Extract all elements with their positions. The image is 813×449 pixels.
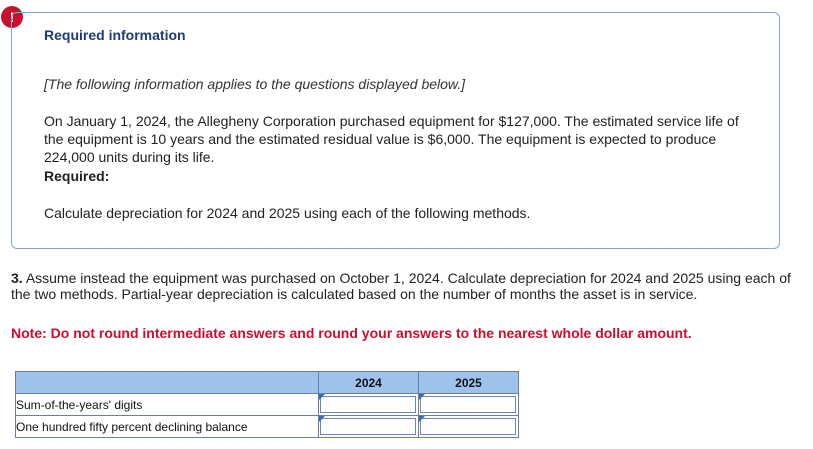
column-header-2025: 2025 <box>419 372 519 394</box>
db150-2024-cell <box>319 416 419 438</box>
table-row <box>16 394 519 416</box>
rounding-note: Note: Do not round intermediate answers and round your answers to the nearest whole dollar amount. <box>11 325 692 341</box>
info-note: [The following information applies to the questions displayed below.] <box>44 76 466 92</box>
input-flag-icon <box>419 416 425 422</box>
info-body: On January 1, 2024, the Allegheny Corporation purchased equipment for $127,000. The estimated service life of the equipment is 10 years and the estimated residual value is $6,000. The equipment is expected to produce 224,000 units during its life. <box>44 113 739 165</box>
question-body: Assume instead the equipment was purchased on October 1, 2024. Calculate depreciation for 2024 and 2025 using each of the two methods. Partial-year depreciation is calculated based on the number of months the asset is in service. <box>11 270 791 302</box>
row-label-syd: Sum-of-the-years' digits <box>16 394 319 416</box>
info-instruction: Calculate depreciation for 2024 and 2025 using each of the following methods. <box>44 205 531 221</box>
syd-2024-input[interactable] <box>320 396 416 413</box>
syd-2024-cell <box>319 394 419 416</box>
info-title: Required information <box>44 27 186 43</box>
input-flag-icon <box>419 394 425 400</box>
required-label: Required: <box>44 168 110 184</box>
db150-2025-cell <box>419 416 519 438</box>
column-header-blank <box>16 372 319 394</box>
column-header-2024: 2024 <box>319 372 419 394</box>
db150-2024-input[interactable] <box>320 418 416 435</box>
question-text <box>11 270 806 302</box>
syd-2025-input[interactable] <box>420 396 516 413</box>
answer-table <box>15 371 519 438</box>
db150-2025-input[interactable] <box>420 418 516 435</box>
input-flag-icon <box>319 416 325 422</box>
row-label-db150: One hundred fifty percent declining balance <box>16 416 319 438</box>
input-flag-icon <box>319 394 325 400</box>
alert-icon: ! <box>1 6 23 28</box>
syd-2025-cell <box>419 394 519 416</box>
table-header-row <box>16 372 519 394</box>
question-number: 3. <box>11 270 23 286</box>
table-row <box>16 416 519 438</box>
